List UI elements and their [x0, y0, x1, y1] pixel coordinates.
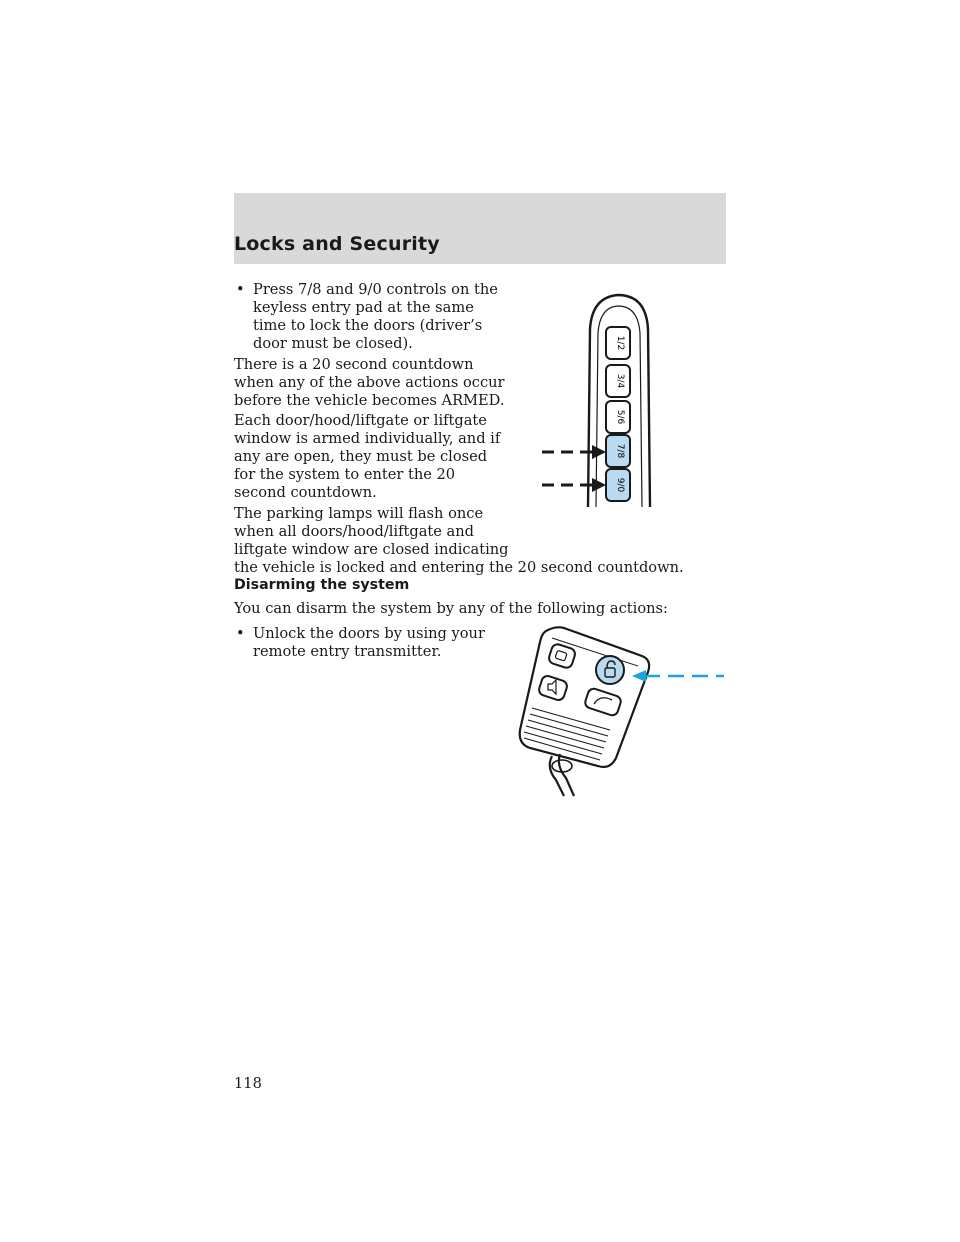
dashed-arrow-icon — [540, 440, 610, 460]
bullet-text-press-controls: Press 7/8 and 9/0 controls on the keyless entry pad at the same time to lock the doors (driver’s door must be closed). — [253, 281, 498, 352]
svg-text:3/4: 3/4 — [615, 373, 625, 389]
paragraph-countdown: There is a 20 second countdown when any of the above actions occur before the vehicle becomes ARMED. — [234, 356, 505, 409]
bullet-text-unlock: Unlock the doors by using your remote entry transmitter. — [253, 625, 485, 660]
bullet-marker: • — [236, 281, 245, 298]
paragraph-armed-individually: Each door/hood/liftgate or liftgate window is armed individually, and if any are open, they must be closed for the system to enter the 20 second countdown. — [234, 412, 501, 501]
keypad-key — [606, 401, 630, 433]
heading-disarming: Disarming the system — [234, 577, 410, 593]
page-number: 118 — [234, 1075, 262, 1092]
svg-text:7/8: 7/8 — [615, 443, 625, 459]
svg-text:1/2: 1/2 — [615, 335, 625, 351]
svg-text:5/6: 5/6 — [615, 409, 625, 425]
paragraph-parking-lamps: The parking lamps will flash once when all doors/hood/liftgate and liftgate window are closed indicating the vehicle is locked and entering the 20 second countdown. — [234, 505, 684, 576]
dashed-arrow-icon — [540, 473, 610, 493]
keypad-key — [606, 327, 630, 359]
bullet-marker: • — [236, 625, 245, 642]
section-title: Locks and Security — [234, 233, 440, 255]
paragraph-disarm-intro: You can disarm the system by any of the following actions: — [234, 600, 668, 617]
svg-text:9/0: 9/0 — [615, 477, 625, 493]
remote-fob-icon — [512, 620, 672, 798]
blue-dashed-arrow-icon — [630, 668, 725, 684]
keypad-key — [606, 365, 630, 397]
